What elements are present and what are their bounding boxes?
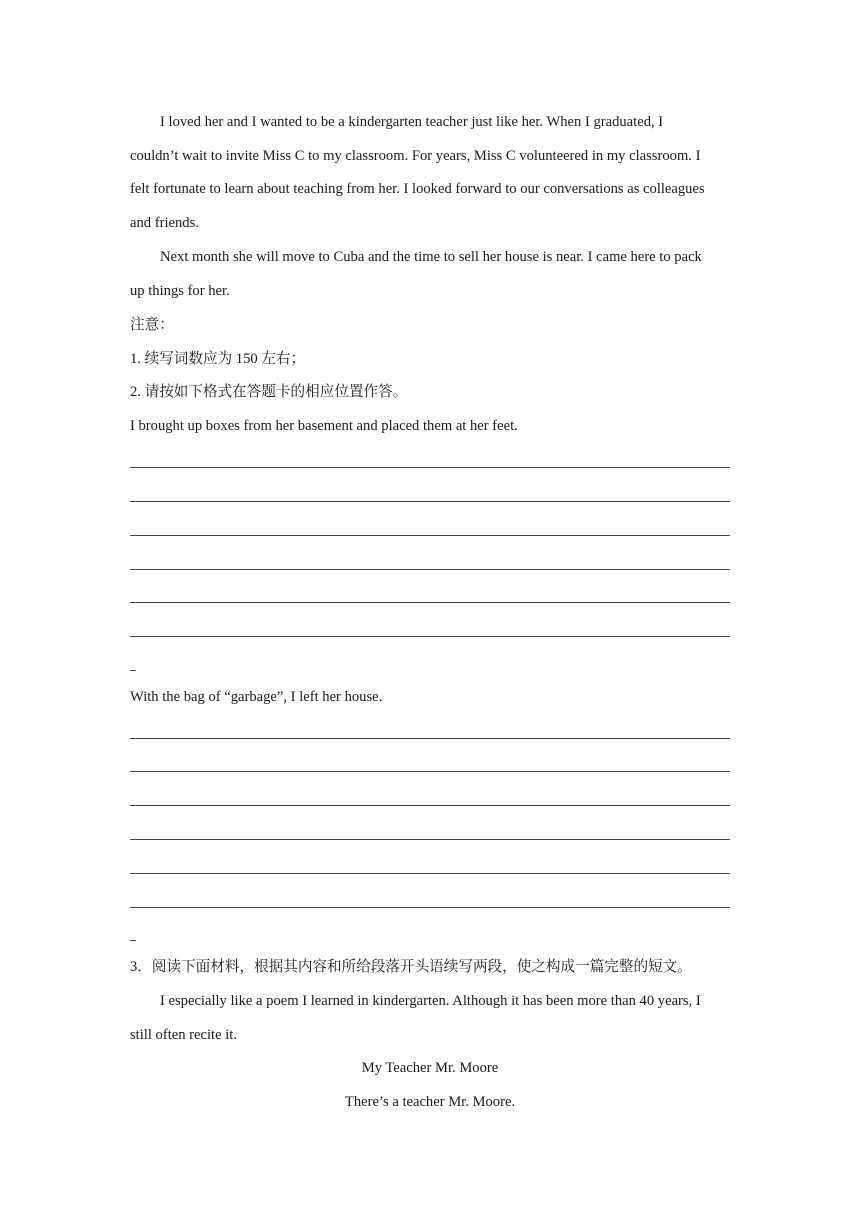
answer-line <box>130 771 730 772</box>
question-3-intro-line2: still often recite it. <box>130 1027 237 1043</box>
answer-line-tail <box>130 670 136 671</box>
passage-p1-line1: I loved her and I wanted to be a kindergarten teacher just like her. When I graduated, I <box>160 114 664 130</box>
poem-line-1: There’s a teacher Mr. Moore. <box>344 1094 516 1110</box>
question-3-intro-line1: I especially like a poem I learned in kindergarten. Although it has been more than 40 years, I <box>160 993 701 1009</box>
poem-title: My Teacher Mr. Moore <box>361 1060 499 1076</box>
answer-line <box>130 467 730 468</box>
answer-line <box>130 907 730 908</box>
question-3-instruction: 3．阅读下面材料，根据其内容和所给段落开头语续写两段，使之构成一篇完整的短文。 <box>130 959 692 975</box>
answer-line <box>130 738 730 739</box>
answer-line <box>130 839 730 840</box>
passage-p1-line4: and friends. <box>130 215 199 231</box>
passage-p2-line2: up things for her. <box>130 283 230 299</box>
answer-line <box>130 602 730 603</box>
answer-line <box>130 569 730 570</box>
answer-line <box>130 535 730 536</box>
passage-p2-line1: Next month she will move to Cuba and the time to sell her house is near. I came here to pack <box>160 249 702 265</box>
answer-line <box>130 873 730 874</box>
answer-line-tail <box>130 940 136 941</box>
answer-line <box>130 805 730 806</box>
passage-p1-line3: felt fortunate to learn about teaching from her. I looked forward to our conversations as colleagues <box>130 181 705 197</box>
notes-item-2: 2. 请按如下格式在答题卡的相应位置作答。 <box>130 384 408 400</box>
notes-heading: 注意： <box>130 317 174 333</box>
notes-item-1: 1. 续写词数应为 150 左右； <box>130 351 306 367</box>
passage-p1-line2: couldn’t wait to invite Miss C to my classroom. For years, Miss C volunteered in my classroom. I <box>130 148 701 164</box>
answer-line <box>130 636 730 637</box>
paragraph-start-first: I brought up boxes from her basement and placed them at her feet. <box>130 418 518 434</box>
answer-line <box>130 501 730 502</box>
paragraph-start-second: With the bag of “garbage”, I left her house. <box>130 689 383 705</box>
